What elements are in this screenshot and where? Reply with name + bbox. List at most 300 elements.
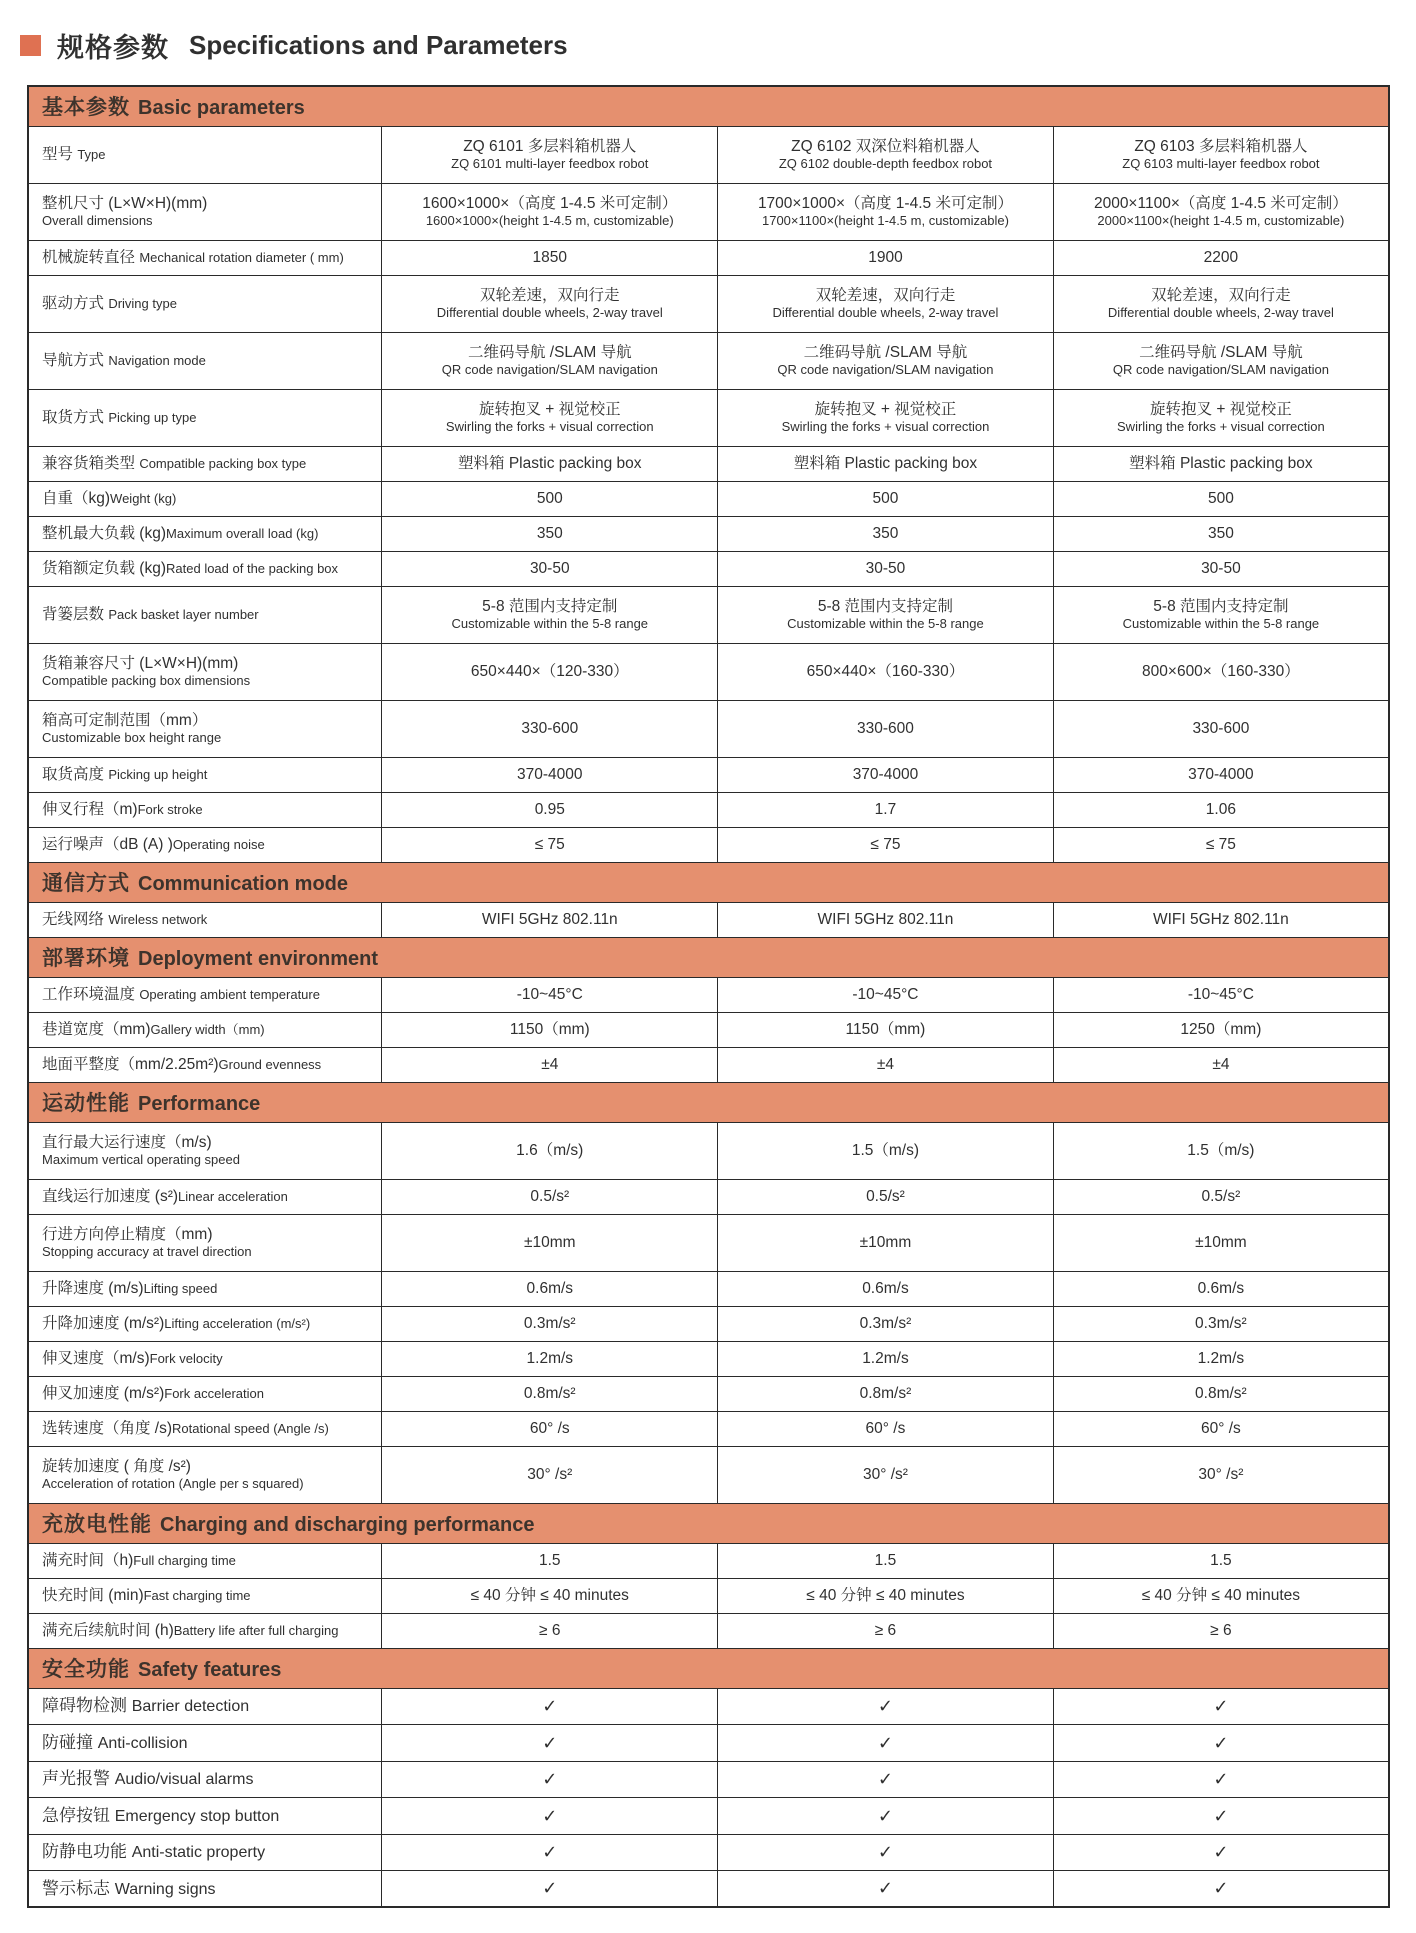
row-label [28,1214,382,1271]
section-band-row [28,862,1389,902]
spec-value-en: Swirling the forks + visual correction [1117,419,1325,435]
spec-row [28,1012,1389,1047]
spec-row [28,1047,1389,1082]
row-label-en: Driving type [108,295,177,311]
spec-row [28,977,1389,1012]
spec-value-zh: 二维码导航 /SLAM 导航 [803,343,968,361]
row-label-zh: 满充时间（h) [42,1551,134,1569]
row-label-en: Fork acceleration [164,1385,264,1401]
section-title-zh: 基本参数 [42,96,130,120]
row-label [28,1376,382,1411]
row-label-zh: 背篓层数 [42,605,109,623]
spec-row [28,1613,1389,1648]
spec-value-zh: ZQ 6103 多层料箱机器人 [1134,137,1308,155]
spec-value-zh: 二维码导航 /SLAM 导航 [1139,343,1303,361]
row-label-zh: 无线网络 [42,910,109,928]
spec-value: 1.5 [1053,1543,1389,1578]
section-band-row [28,1082,1389,1122]
spec-value-en: Customizable within the 5-8 range [787,616,984,632]
checkmark-icon: ✓ [718,1871,1054,1908]
section-title-zh: 部署环境 [42,947,130,970]
spec-value-en: ZQ 6102 double-depth feedbox robot [778,156,993,172]
spec-row [28,1578,1389,1613]
spec-value: 1.2m/s [1053,1341,1389,1376]
spec-value: 1150（mm) [382,1012,718,1047]
section-title-zh: 通信方式 [42,872,130,895]
spec-value: ±10mm [718,1214,1054,1271]
spec-value: 0.8m/s² [382,1376,718,1411]
spec-row [28,1376,1389,1411]
spec-value-en: 1600×1000×(height 1-4.5 m, customizable) [425,213,674,229]
row-label [28,1122,382,1179]
spec-value: 500 [718,481,1054,516]
section-title-zh: 充放电性能 [42,1513,152,1536]
row-label [28,481,382,516]
spec-value: ±4 [1053,1047,1389,1082]
section-band [28,1648,1389,1688]
spec-row [28,1798,1389,1835]
row-label-en: Navigation mode [108,352,206,368]
checkmark-icon: ✓ [382,1725,718,1762]
spec-value: 塑料箱 Plastic packing box [718,446,1054,481]
section-band [28,937,1389,977]
spec-value [382,126,718,183]
row-label-zh: 防碰撞 [42,1732,98,1752]
spec-value-zh: 二维码导航 /SLAM 导航 [467,343,632,361]
row-label [28,389,382,446]
spec-value: 370-4000 [382,757,718,792]
section-band [28,1503,1389,1543]
spec-value-zh: 5-8 范围内支持定制 [482,597,618,615]
spec-value: 1.06 [1053,792,1389,827]
spec-value [1053,183,1389,240]
checkmark-icon: ✓ [382,1761,718,1798]
spec-value: ≤ 75 [718,827,1054,862]
spec-value [1053,389,1389,446]
spec-value: ≥ 6 [1053,1613,1389,1648]
spec-value: 0.5/s² [1053,1179,1389,1214]
row-label [28,1798,382,1835]
spec-value: WIFI 5GHz 802.11n [718,902,1054,937]
spec-value: 30° /s² [382,1446,718,1503]
row-label [28,1411,382,1446]
spec-row [28,1725,1389,1762]
spec-value-zh: 双轮差速，双向行走 [1151,286,1291,304]
row-label-en: Linear acceleration [178,1188,288,1204]
spec-value-zh: 双轮差速，双向行走 [815,286,956,304]
spec-value-en: ZQ 6103 multi-layer feedbox robot [1122,156,1320,172]
row-label-en: Fast charging time [143,1587,251,1603]
row-label [28,1179,382,1214]
row-label-en: Emergency stop button [114,1807,280,1825]
spec-value [1053,586,1389,643]
row-label-zh: 障碍物检测 [42,1696,132,1716]
spec-value: 0.95 [382,792,718,827]
spec-value: 60° /s [1053,1411,1389,1446]
spec-value [718,183,1054,240]
spec-row [28,1543,1389,1578]
row-label [28,240,382,275]
row-label [28,1047,382,1082]
row-label-en: Picking up height [108,766,208,782]
row-label-en: Compatible packing box dimensions [42,673,251,689]
checkmark-icon: ✓ [1053,1688,1389,1725]
spec-value: 650×440×（160-330） [718,643,1054,700]
spec-value: 500 [382,481,718,516]
row-label-en: Compatible packing box type [139,455,307,471]
spec-value: -10~45°C [382,977,718,1012]
row-label-en: Gallery width（mm) [150,1021,265,1037]
checkmark-icon: ✓ [1053,1871,1389,1908]
page-title [0,0,1416,65]
spec-value: 0.3m/s² [718,1306,1054,1341]
row-label-zh: 兼容货箱类型 [42,454,140,472]
row-label-zh: 驱动方式 [42,294,109,312]
spec-value: ≤ 75 [1053,827,1389,862]
row-label [28,1688,382,1725]
spec-row [28,1179,1389,1214]
orange-square-icon [20,35,41,56]
spec-value: ≤ 75 [382,827,718,862]
row-label [28,183,382,240]
spec-value: 350 [718,516,1054,551]
spec-value: 30-50 [382,551,718,586]
row-label [28,792,382,827]
spec-value: 1.5（m/s) [1053,1122,1389,1179]
spec-value: 350 [1053,516,1389,551]
spec-value-zh: 5-8 范围内支持定制 [817,597,954,615]
spec-value-zh: 双轮差速，双向行走 [480,286,620,304]
spec-row [28,586,1389,643]
spec-value: 30° /s² [718,1446,1054,1503]
row-label-zh: 升降加速度 (m/s²) [42,1314,165,1332]
section-title-en: Basic parameters [138,97,305,120]
spec-row [28,1411,1389,1446]
row-label-en: Type [77,146,106,162]
spec-row [28,827,1389,862]
row-label-en: Full charging time [133,1552,236,1568]
checkmark-icon: ✓ [718,1834,1054,1871]
row-label [28,1306,382,1341]
row-label [28,516,382,551]
row-label-zh: 急停按钮 [42,1805,115,1825]
section-band-row [28,937,1389,977]
row-label-en: Lifting speed [143,1280,218,1296]
spec-value: 0.5/s² [382,1179,718,1214]
spec-value: ≥ 6 [382,1613,718,1648]
spec-row [28,389,1389,446]
section-title-zh: 运动性能 [42,1092,130,1115]
spec-value: 60° /s [382,1411,718,1446]
row-label-en: Picking up type [108,409,197,425]
spec-value: 0.6m/s [1053,1271,1389,1306]
spec-value: 330-600 [382,700,718,757]
spec-value-en: ZQ 6101 multi-layer feedbox robot [451,156,649,172]
spec-value-zh: ZQ 6101 多层料箱机器人 [463,137,637,155]
spec-value: 1.2m/s [718,1341,1054,1376]
row-label-zh: 导航方式 [42,351,109,369]
section-title-en: Safety features [138,1659,282,1681]
spec-value: 30° /s² [1053,1446,1389,1503]
spec-row [28,551,1389,586]
spec-table [27,85,1390,1908]
row-label-en: Warning signs [114,1880,216,1898]
checkmark-icon: ✓ [382,1834,718,1871]
section-band-row [28,1503,1389,1543]
spec-value: WIFI 5GHz 802.11n [1053,902,1389,937]
spec-value: ≤ 40 分钟 ≤ 40 minutes [382,1578,718,1613]
spec-value [718,126,1054,183]
spec-value [382,586,718,643]
row-label-en: Weight (kg) [110,490,177,506]
spec-value [382,275,718,332]
row-label-en: Battery life after full charging [173,1622,339,1638]
spec-value: 0.8m/s² [1053,1376,1389,1411]
spec-value: 1.5（m/s) [718,1122,1054,1179]
spec-row [28,1446,1389,1503]
spec-row [28,700,1389,757]
row-label [28,1578,382,1613]
spec-value [382,183,718,240]
row-label-zh: 旋转加速度 ( 角度 /s²) [42,1457,191,1475]
spec-value [718,586,1054,643]
row-label-en: Anti-static property [131,1844,266,1862]
spec-value: 650×440×（120-330） [382,643,718,700]
row-label-zh: 伸叉行程（m) [42,800,138,818]
row-label-zh: 升降速度 (m/s) [42,1279,144,1297]
spec-row [28,1214,1389,1271]
spec-value-zh: 1700×1000×（高度 1-4.5 米可定制） [757,194,1013,212]
row-label [28,643,382,700]
spec-row [28,1271,1389,1306]
spec-row [28,757,1389,792]
spec-row [28,481,1389,516]
spec-value: 1.5 [718,1543,1054,1578]
spec-row [28,902,1389,937]
row-label [28,332,382,389]
row-label [28,446,382,481]
spec-row [28,126,1389,183]
spec-value-en: Differential double wheels, 2-way travel [772,305,999,321]
row-label-zh: 整机尺寸 (L×W×H)(mm) [42,194,208,212]
spec-value: 1.6（m/s) [382,1122,718,1179]
spec-value-en: QR code navigation/SLAM navigation [1112,362,1329,378]
spec-value [718,275,1054,332]
spec-value-en: Swirling the forks + visual correction [781,419,990,435]
spec-row [28,1871,1389,1908]
row-label-zh: 整机最大负载 (kg) [42,524,167,542]
row-label-en: Wireless network [108,911,208,927]
spec-value: 1250（mm) [1053,1012,1389,1047]
spec-value: 0.6m/s [718,1271,1054,1306]
spec-row [28,446,1389,481]
spec-value [382,332,718,389]
spec-value-en: QR code navigation/SLAM navigation [441,362,658,378]
row-label-en: Mechanical rotation diameter ( mm) [139,249,344,265]
row-label [28,1871,382,1908]
row-label-zh: 满充后续航时间 (h) [42,1621,174,1639]
row-label [28,827,382,862]
row-label-en: Customizable box height range [42,730,222,746]
spec-value-zh: 旋转抱叉 + 视觉校正 [1150,400,1292,418]
spec-value-en: QR code navigation/SLAM navigation [777,362,994,378]
row-label-zh: 行进方向停止精度（mm) [42,1225,213,1243]
row-label-en: Barrier detection [131,1698,250,1716]
spec-value [1053,275,1389,332]
row-label [28,275,382,332]
spec-row [28,1688,1389,1725]
section-band-row [28,86,1389,126]
row-label-en: Fork velocity [149,1350,223,1366]
row-label-zh: 警示标志 [42,1878,115,1898]
spec-value-en: 1700×1100×(height 1-4.5 m, customizable) [761,213,1009,229]
spec-value [1053,332,1389,389]
spec-value: 0.8m/s² [718,1376,1054,1411]
spec-row [28,332,1389,389]
checkmark-icon: ✓ [382,1798,718,1835]
row-label [28,977,382,1012]
row-label [28,1725,382,1762]
spec-value: -10~45°C [1053,977,1389,1012]
spec-value: 0.3m/s² [1053,1306,1389,1341]
section-title-en: Communication mode [138,873,349,895]
spec-value: ±10mm [1053,1214,1389,1271]
row-label-en: Stopping accuracy at travel direction [42,1244,252,1260]
spec-value [718,332,1054,389]
spec-value: 1.5 [382,1543,718,1578]
row-label-en: Anti-collision [97,1734,188,1752]
row-label-en: Operating noise [172,836,265,852]
spec-value: ±4 [382,1047,718,1082]
row-label [28,1543,382,1578]
row-label-zh: 运行噪声（dB (A) ) [42,835,173,853]
section-title-en: Charging and discharging performance [160,1514,535,1536]
spec-value: ≤ 40 分钟 ≤ 40 minutes [1053,1578,1389,1613]
row-label-zh: 型号 [42,145,78,163]
spec-value-en: Customizable within the 5-8 range [451,616,649,632]
row-label-zh: 地面平整度（mm/2.25m²) [42,1055,219,1073]
checkmark-icon: ✓ [1053,1761,1389,1798]
spec-value: 1.7 [718,792,1054,827]
section-title-en: Deployment environment [138,948,379,970]
spec-value: WIFI 5GHz 802.11n [382,902,718,937]
row-label-en: Pack basket layer number [108,606,259,622]
spec-value-en: 2000×1100×(height 1-4.5 m, customizable) [1097,213,1345,229]
checkmark-icon: ✓ [382,1871,718,1908]
spec-value: 1850 [382,240,718,275]
spec-value: 800×600×（160-330） [1053,643,1389,700]
spec-value: ±10mm [382,1214,718,1271]
spec-value: 500 [1053,481,1389,516]
spec-value: 1900 [718,240,1054,275]
row-label [28,1834,382,1871]
row-label [28,586,382,643]
row-label-en: Maximum overall load (kg) [166,525,319,541]
section-band [28,86,1389,126]
spec-value: 370-4000 [718,757,1054,792]
spec-row [28,643,1389,700]
checkmark-icon: ✓ [718,1688,1054,1725]
row-label-zh: 货箱额定负载 (kg) [42,559,167,577]
section-title-zh: 安全功能 [42,1658,130,1681]
spec-value [1053,126,1389,183]
row-label [28,551,382,586]
spec-value: 330-600 [1053,700,1389,757]
row-label-zh: 直行最大运行速度（m/s) [42,1133,212,1151]
spec-row [28,275,1389,332]
checkmark-icon: ✓ [1053,1798,1389,1835]
spec-value: ±4 [718,1047,1054,1082]
row-label-en: Acceleration of rotation (Angle per s squared) [42,1476,304,1492]
spec-value: ≥ 6 [718,1613,1054,1648]
spec-value [382,389,718,446]
row-label-en: Rated load of the packing box [166,560,339,576]
spec-row [28,1341,1389,1376]
row-label-zh: 伸叉速度（m/s) [42,1349,150,1367]
spec-value: -10~45°C [718,977,1054,1012]
section-title-en: Performance [138,1093,261,1115]
row-label-zh: 选转速度（角度 /s) [42,1419,173,1437]
spec-value: 60° /s [718,1411,1054,1446]
spec-value-zh: 2000×1100×（高度 1-4.5 米可定制） [1093,194,1348,212]
spec-row [28,516,1389,551]
spec-value-zh: 旋转抱叉 + 视觉校正 [814,400,957,418]
row-label-zh: 声光报警 [42,1769,115,1789]
spec-value: 0.5/s² [718,1179,1054,1214]
spec-value: 塑料箱 Plastic packing box [382,446,718,481]
spec-value-en: Customizable within the 5-8 range [1122,616,1320,632]
row-label [28,902,382,937]
checkmark-icon: ✓ [382,1688,718,1725]
spec-row [28,183,1389,240]
row-label-zh: 取货方式 [42,408,109,426]
row-label-zh: 工作环境温度 [42,985,140,1003]
row-label-en: Operating ambient temperature [139,986,320,1002]
spec-value-en: Differential double wheels, 2-way travel [1107,305,1334,321]
row-label-zh: 机械旋转直径 [42,248,140,266]
spec-value: ≤ 40 分钟 ≤ 40 minutes [718,1578,1054,1613]
row-label-zh: 快充时间 (min) [42,1586,144,1604]
spec-row [28,1306,1389,1341]
spec-value: 0.6m/s [382,1271,718,1306]
checkmark-icon: ✓ [718,1725,1054,1762]
section-band [28,1082,1389,1122]
row-label-en: Rotational speed (Angle /s) [172,1420,329,1436]
row-label-en: Audio/visual alarms [114,1771,254,1789]
spec-value-zh: 1600×1000×（高度 1-4.5 米可定制） [422,194,678,212]
row-label-en: Fork stroke [137,801,203,817]
checkmark-icon: ✓ [1053,1725,1389,1762]
spec-row [28,1834,1389,1871]
row-label-zh: 直线运行加速度 (s²) [42,1187,179,1205]
spec-value-en: Swirling the forks + visual correction [445,419,654,435]
row-label [28,1613,382,1648]
row-label-zh: 伸叉加速度 (m/s²) [42,1384,165,1402]
section-band [28,862,1389,902]
spec-value: 塑料箱 Plastic packing box [1053,446,1389,481]
spec-value: 370-4000 [1053,757,1389,792]
row-label-zh: 取货高度 [42,765,109,783]
spec-row [28,1761,1389,1798]
checkmark-icon: ✓ [718,1798,1054,1835]
row-label-zh: 防静电功能 [42,1842,132,1862]
spec-row [28,792,1389,827]
row-label [28,1761,382,1798]
row-label-zh: 货箱兼容尺寸 (L×W×H)(mm) [42,654,239,672]
row-label-zh: 自重（kg) [42,489,111,507]
spec-value: 2200 [1053,240,1389,275]
row-label [28,1271,382,1306]
